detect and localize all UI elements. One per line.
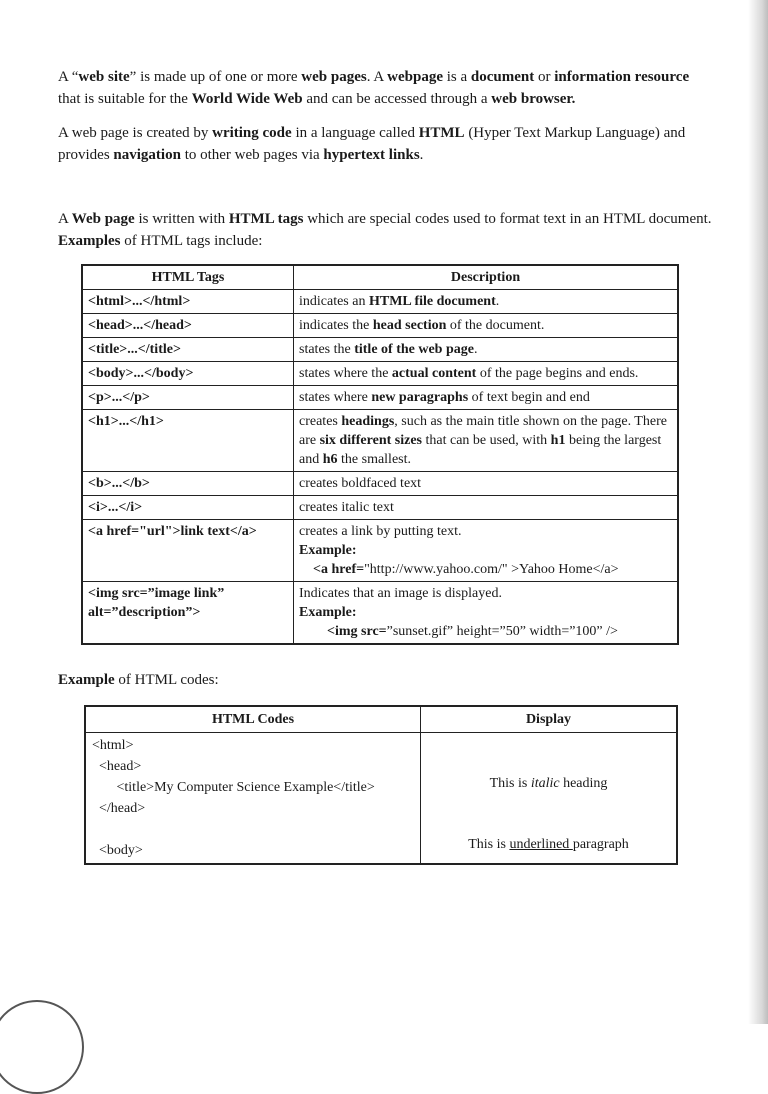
column-header-description: Description (294, 265, 679, 290)
table-row (82, 582, 678, 645)
tag-cell: <i>...</i> (82, 496, 294, 520)
page-number-circle (0, 1000, 84, 1094)
table-row (82, 472, 678, 496)
tag-cell: <h1>...</h1> (82, 410, 294, 472)
tag-cell: <title>...</title> (82, 338, 294, 362)
column-header-codes: HTML Codes (85, 706, 421, 733)
tag-cell: <p>...</p> (82, 386, 294, 410)
description-cell: creates italic text (294, 496, 679, 520)
code-line: <head> (92, 759, 142, 774)
display-cell (421, 733, 678, 865)
example-label: Example: (299, 605, 357, 620)
document-body (58, 66, 713, 865)
tag-cell: <b>...</b> (82, 472, 294, 496)
code-line: </head> (92, 801, 146, 816)
table-row (82, 290, 678, 314)
tag-cell: <head>...</head> (82, 314, 294, 338)
description-cell: creates headings, such as the main title shown on the page. There are six different sizes that can be used, with h1 being the largest and h6 the smallest. (294, 410, 679, 472)
column-header-tags: HTML Tags (82, 265, 294, 290)
code-line: <html> (92, 738, 134, 753)
table-row (82, 338, 678, 362)
display-underlined-paragraph: This is underlined paragraph (468, 837, 629, 852)
tag-cell: <img src=”image link” alt=”description”> (82, 582, 294, 645)
tag-cell: <a href="url">link text</a> (82, 520, 294, 582)
example-heading: Example of HTML codes: (58, 672, 219, 688)
table-row (82, 520, 678, 582)
paragraph-website-definition: A “web site” is made up of one or more web pages. A webpage is a document or information resource that is suitable for the World Wide Web and can be accessed through a web browser. (58, 69, 690, 107)
table-row (82, 362, 678, 386)
tag-cell: <html>...</html> (82, 290, 294, 314)
table-row (82, 410, 678, 472)
display-italic-heading: This is italic heading (489, 776, 608, 791)
description-cell: indicates the head section of the document. (294, 314, 679, 338)
table-header-row (82, 265, 678, 290)
tag-cell: <body>...</body> (82, 362, 294, 386)
table-header-row (85, 706, 677, 733)
paragraph-html-tags-intro: A Web page is written with HTML tags which are special codes used to format text in an HTML document. Examples of HTML tags include: (58, 211, 712, 249)
description-cell: states the title of the web page. (294, 338, 679, 362)
table-row (82, 386, 678, 410)
html-tags-table (81, 264, 679, 645)
example-code: <a href="http://www.yahoo.com/" >Yahoo Home</a> (313, 562, 619, 577)
description-cell: creates boldfaced text (294, 472, 679, 496)
column-header-display: Display (421, 706, 678, 733)
code-line: <body> (92, 843, 143, 858)
description-cell: creates a link by putting text. Example: <a href="http://www.yahoo.com/" >Yahoo Home</a> (294, 520, 679, 582)
description-cell: Indicates that an image is displayed. Example: <img src=”sunset.gif” height=”50” width=”100” /> (294, 582, 679, 645)
code-line: <title>My Computer Science Example</title> (92, 780, 375, 795)
description-cell: states where the actual content of the page begins and ends. (294, 362, 679, 386)
description-cell: indicates an HTML file document. (294, 290, 679, 314)
example-code: <img src=”sunset.gif” height=”50” width=”100” /> (327, 624, 618, 639)
example-label: Example: (299, 543, 357, 558)
page-edge-shadow (748, 0, 768, 1024)
table-row (82, 314, 678, 338)
table-row (82, 496, 678, 520)
paragraph-html-definition: A web page is created by writing code in a language called HTML (Hyper Text Markup Language) and provides navigation to other web pages via hypertext links. (58, 125, 686, 163)
html-codes-table (84, 705, 678, 865)
code-cell (85, 733, 421, 865)
table-row (85, 733, 677, 865)
description-cell: states where new paragraphs of text begin and end (294, 386, 679, 410)
code-line (92, 819, 414, 840)
